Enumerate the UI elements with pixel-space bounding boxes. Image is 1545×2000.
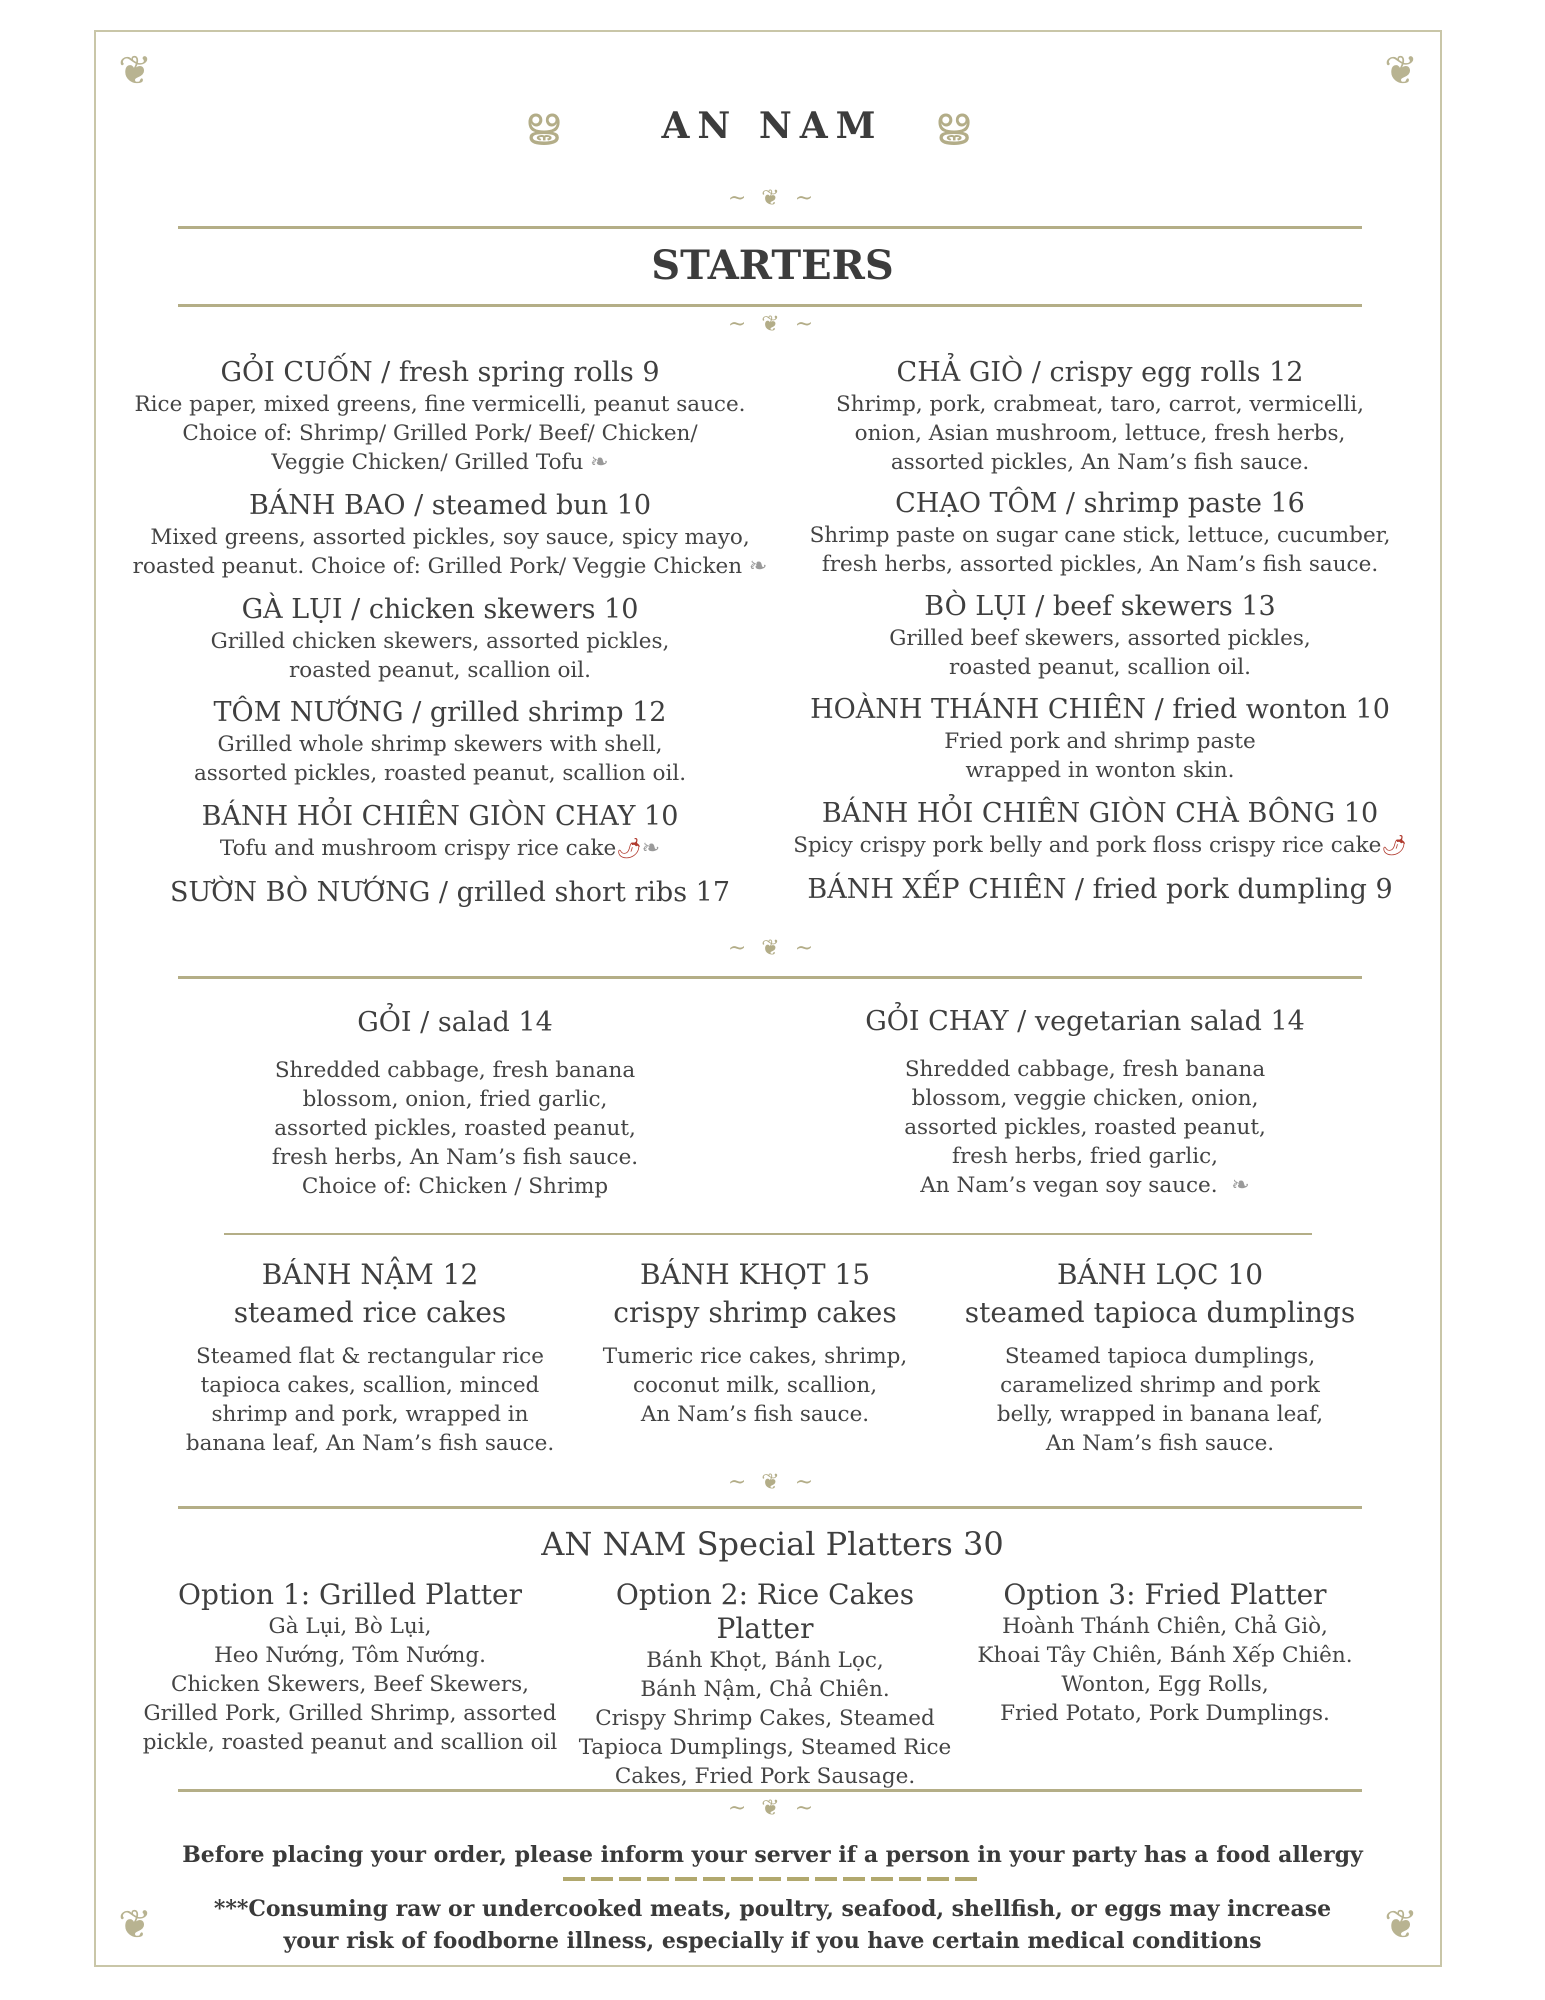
item-desc: Grilled chicken skewers, assorted pickles, [210, 629, 670, 654]
item-desc: Shrimp, pork, crabmeat, taro, carrot, vermicelli, [835, 392, 1365, 417]
item-desc: shrimp and pork, wrapped in [211, 1402, 529, 1427]
divider [178, 1789, 1362, 1792]
menu-item [120, 593, 760, 685]
item-desc: Tumeric rice cakes, shrimp, [602, 1344, 908, 1369]
item-desc: onion, Asian mushroom, lettuce, fresh herbs, [854, 421, 1346, 446]
health-warning [0, 1893, 1545, 1957]
menu-item [150, 1006, 760, 1201]
leaf-icon: ❧ [641, 836, 661, 861]
option-desc: Chicken Skewers, Beef Skewers, [170, 1672, 530, 1697]
divider [178, 1506, 1362, 1509]
item-subtitle: steamed tapioca dumplings [964, 1296, 1356, 1329]
item-title: SƯỜN BÒ NƯỚNG / grilled short ribs 17 [169, 877, 731, 908]
item-desc: blossom, onion, fried garlic, [302, 1087, 608, 1112]
platters-title: AN NAM Special Platters 30 [541, 1525, 1004, 1563]
menu-item [770, 356, 1430, 477]
menu-item [120, 696, 760, 788]
item-title: GÀ LỤI / chicken skewers 10 [241, 594, 639, 625]
item-title: GỎI CUỐN / fresh spring rolls 9 [220, 357, 660, 388]
option-desc: pickle, roasted peanut and scallion oil [142, 1730, 558, 1755]
option-desc: Wonton, Egg Rolls, [1061, 1672, 1269, 1697]
item-desc: An Nam’s vegan soy sauce. [920, 1173, 1218, 1198]
health-warning-line: your risk of foodborne illness, especially if you have certain medical conditions [283, 1928, 1262, 1954]
chili-icon: 🌶 [1381, 833, 1407, 857]
chili-icon: 🌶 [616, 836, 642, 860]
option-desc: Tapioca Dumplings, Steamed Rice [578, 1735, 952, 1760]
menu-item [120, 489, 780, 581]
platter-option [965, 1578, 1365, 1728]
item-desc: assorted pickles, roasted peanut, scallion oil. [193, 761, 687, 786]
item-subtitle: steamed rice cakes [233, 1296, 507, 1329]
item-desc: coconut milk, scallion, [632, 1373, 878, 1398]
item-title: BÁNH HỎI CHIÊN GIÒN CHAY 10 [201, 801, 679, 832]
item-desc: fresh herbs, assorted pickles, An Nam’s fish sauce. [821, 552, 1379, 577]
menu-item [770, 873, 1430, 907]
item-desc: assorted pickles, roasted peanut, [904, 1115, 1266, 1140]
item-title: GỎI / salad 14 [357, 1007, 553, 1038]
option-desc: Cakes, Fried Pork Sausage. [614, 1764, 916, 1789]
item-desc: Shrimp paste on sugar cane stick, lettuce, cucumber, [809, 523, 1391, 548]
item-subtitle: crispy shrimp cakes [613, 1296, 897, 1329]
item-desc: Grilled whole shrimp skewers with shell, [217, 732, 663, 757]
menu-item [170, 1256, 570, 1458]
option-desc: Grilled Pork, Grilled Shrimp, assorted [143, 1701, 557, 1726]
health-warning-line: ***Consuming raw or undercooked meats, poultry, seafood, shellfish, or eggs may increase [213, 1896, 1332, 1922]
option-desc: Bánh Khọt, Bánh Lọc, [646, 1648, 884, 1673]
item-desc: banana leaf, An Nam’s fish sauce. [185, 1431, 555, 1456]
item-desc: assorted pickles, An Nam’s fish sauce. [890, 450, 1310, 475]
leaf-icon: ❧ [748, 554, 768, 579]
corner-flourish-icon: ❦ [1384, 48, 1418, 94]
item-title: BÁNH HỎI CHIÊN GIÒN CHÀ BÔNG 10 [821, 798, 1379, 829]
item-desc: Rice paper, mixed greens, fine vermicelli, peanut sauce. [134, 392, 746, 417]
menu-item [960, 1256, 1360, 1458]
menu-item [770, 487, 1430, 579]
item-title: BÁNH LỌC 10 [1056, 1258, 1264, 1291]
swirl-icon: ൠ [525, 100, 560, 146]
item-desc: Steamed tapioca dumplings, [1004, 1344, 1316, 1369]
dashed-divider [563, 1877, 983, 1881]
option-title: Option 2: Rice Cakes Platter [615, 1578, 915, 1645]
item-desc: fresh herbs, An Nam’s fish sauce. [271, 1145, 639, 1170]
item-desc: Fried pork and shrimp paste [944, 729, 1256, 754]
item-desc: roasted peanut. Choice of: Grilled Pork/ Veggie Chicken [132, 554, 743, 579]
divider-ornament-icon: ~ ❦ ~ [727, 312, 818, 337]
menu-item [780, 1005, 1390, 1200]
item-desc: assorted pickles, roasted peanut, [274, 1116, 636, 1141]
item-desc: An Nam’s fish sauce. [640, 1402, 870, 1427]
menu-item [120, 876, 780, 910]
item-desc: wrapped in wonton skin. [965, 758, 1235, 783]
divider [224, 1233, 1312, 1235]
item-desc: tapioca cakes, scallion, minced [200, 1373, 540, 1398]
item-desc: Spicy crispy pork belly and pork floss crispy rice cake [793, 833, 1382, 858]
item-title: GỎI CHAY / vegetarian salad 14 [865, 1006, 1305, 1037]
option-desc: Khoai Tây Chiên, Bánh Xếp Chiên. [977, 1643, 1353, 1668]
divider [178, 226, 1362, 229]
item-title: BÁNH BAO / steamed bun 10 [248, 490, 652, 521]
item-title: BÁNH NẬM 12 [261, 1258, 479, 1291]
option-title: Option 3: Fried Platter [1003, 1578, 1327, 1611]
item-desc: roasted peanut, scallion oil. [288, 658, 592, 683]
item-desc: blossom, veggie chicken, onion, [911, 1086, 1259, 1111]
option-desc: Bánh Nậm, Chả Chiên. [640, 1677, 890, 1702]
menu-item [770, 797, 1430, 860]
item-desc: belly, wrapped in banana leaf, [996, 1402, 1324, 1427]
item-title: BÒ LỤI / beef skewers 13 [924, 591, 1276, 622]
option-desc: Crispy Shrimp Cakes, Steamed [595, 1706, 935, 1731]
corner-flourish-icon: ❦ [1384, 1902, 1418, 1948]
allergy-notice: Before placing your order, please inform your server if a person in your party has a food allergy [182, 1842, 1363, 1868]
divider-ornament-icon: ~ ❦ ~ [727, 186, 818, 211]
option-title: Option 1: Grilled Platter [178, 1578, 522, 1611]
divider-ornament-icon: ~ ❦ ~ [727, 936, 818, 961]
option-desc: Gà Lụi, Bò Lụi, [268, 1614, 432, 1639]
item-desc: Tofu and mushroom crispy rice cake [219, 836, 617, 861]
corner-flourish-icon: ❦ [118, 1902, 152, 1948]
divider [178, 304, 1362, 307]
item-desc: caramelized shrimp and pork [1000, 1373, 1320, 1398]
restaurant-name: AN NAM [661, 105, 884, 147]
item-title: TÔM NƯỚNG / grilled shrimp 12 [213, 697, 667, 728]
item-title: BÁNH XẾP CHIÊN / fried pork dumpling 9 [807, 874, 1393, 905]
swirl-icon: ൠ [935, 100, 970, 146]
menu-item [120, 356, 760, 477]
leaf-icon: ❧ [1231, 1173, 1250, 1198]
item-desc: Steamed flat & rectangular rice [196, 1344, 544, 1369]
item-desc: fresh herbs, fried garlic, [952, 1144, 1218, 1169]
option-desc: Hoành Thánh Chiên, Chả Giò, [1002, 1614, 1328, 1639]
item-desc: Shredded cabbage, fresh banana [904, 1057, 1266, 1082]
item-title: CHẠO TÔM / shrimp paste 16 [895, 488, 1305, 519]
item-title: CHẢ GIÒ / crispy egg rolls 12 [896, 357, 1304, 388]
item-desc: roasted peanut, scallion oil. [948, 655, 1252, 680]
item-desc: Choice of: Chicken / Shrimp [301, 1174, 609, 1199]
item-desc: An Nam’s fish sauce. [1045, 1431, 1275, 1456]
item-title: BÁNH KHỌT 15 [639, 1258, 871, 1291]
platter-option [565, 1578, 965, 1791]
menu-item [770, 590, 1430, 682]
item-desc: Shredded cabbage, fresh banana [274, 1058, 636, 1083]
divider-ornament-icon: ~ ❦ ~ [727, 1796, 818, 1821]
option-desc: Heo Nướng, Tôm Nướng. [214, 1643, 486, 1668]
corner-flourish-icon: ❦ [118, 48, 152, 94]
item-title: HOÀNH THÁNH CHIÊN / fried wonton 10 [810, 694, 1390, 725]
menu-item [770, 693, 1430, 785]
section-title: STARTERS [651, 242, 894, 289]
platter-option [140, 1578, 560, 1757]
leaf-icon: ❧ [590, 450, 609, 475]
item-desc: Mixed greens, assorted pickles, soy sauce, spicy mayo, [150, 525, 750, 550]
menu-item [120, 800, 760, 863]
divider-ornament-icon: ~ ❦ ~ [727, 1470, 818, 1495]
item-desc: Choice of: Shrimp/ Grilled Pork/ Beef/ Chicken/ [182, 421, 698, 446]
divider [178, 976, 1362, 979]
item-desc: Veggie Chicken/ Grilled Tofu [271, 450, 584, 475]
menu-item [570, 1256, 940, 1429]
option-desc: Fried Potato, Pork Dumplings. [1000, 1701, 1330, 1726]
item-desc: Grilled beef skewers, assorted pickles, [889, 626, 1311, 651]
